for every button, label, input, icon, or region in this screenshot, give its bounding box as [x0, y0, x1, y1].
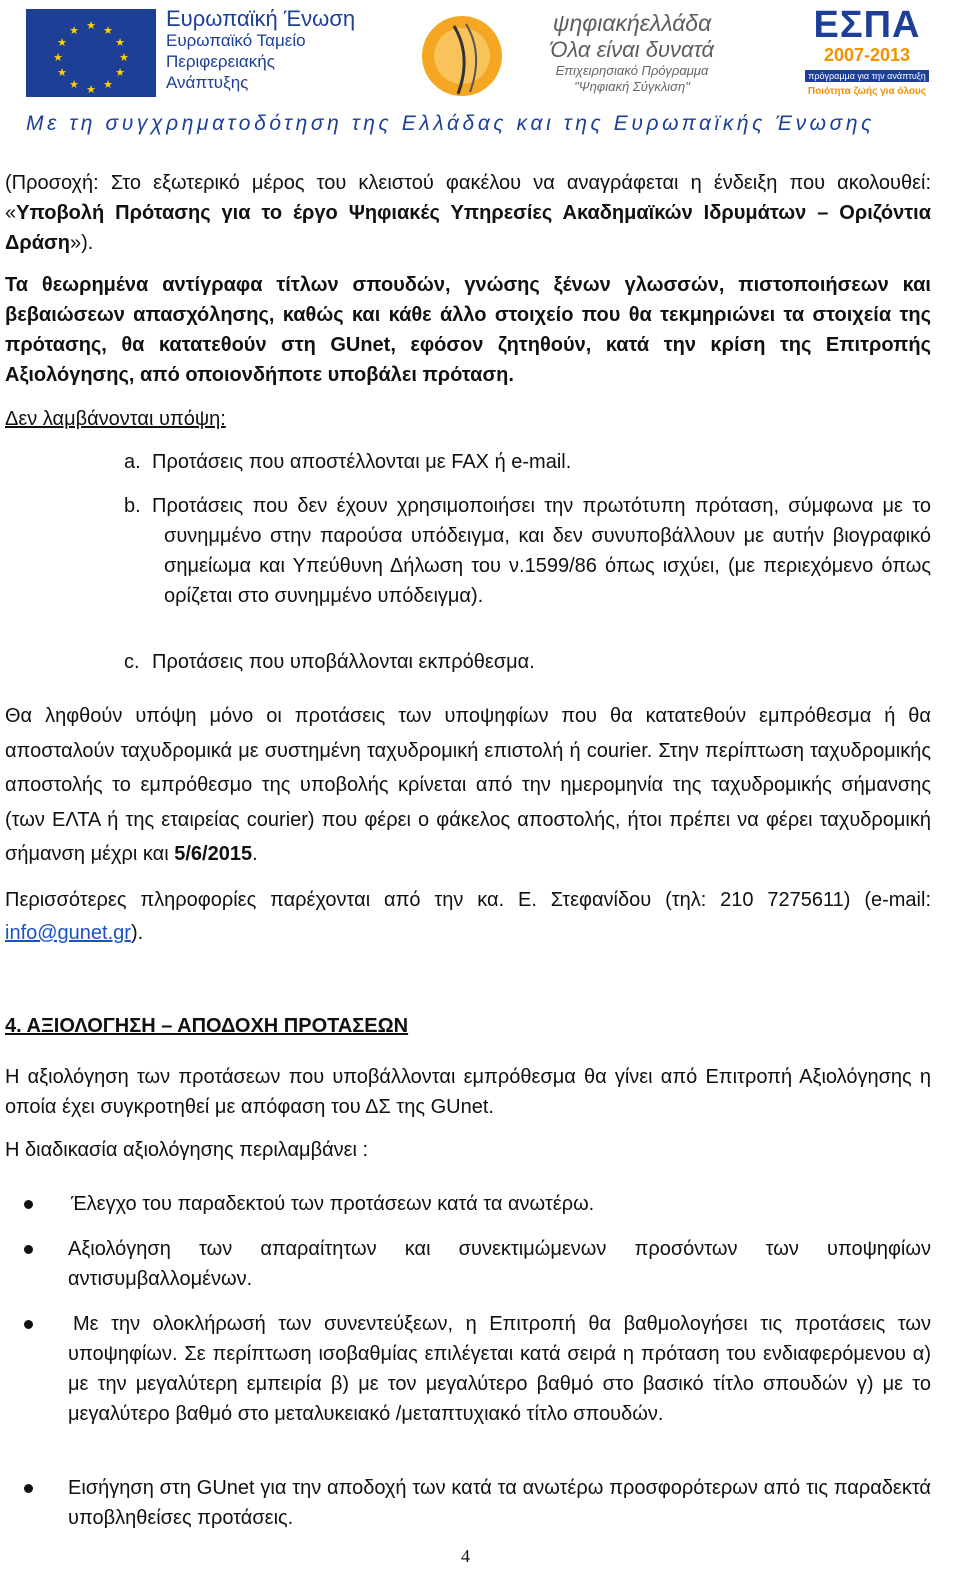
svg-text:★: ★ — [57, 67, 67, 79]
info-end: ). — [130, 922, 144, 944]
svg-text:★: ★ — [53, 52, 63, 64]
note-end: »). — [69, 232, 94, 254]
eu-flag-icon — [26, 9, 156, 97]
bullet-item-1: Έλεγχο του παραδεκτού των προτάσεων κατά τα ανωτέρω. — [71, 1193, 595, 1215]
bullet-item-3 — [68, 1309, 931, 1429]
svg-text:★: ★ — [103, 79, 113, 91]
bullet-item-4: Εισήγηση στη GUnet για την αποδοχή των κατά τα ανωτέρω προσφορότερων από τις παραδεκτά υποβληθείσες προτάσεις. — [68, 1477, 931, 1529]
envelope-note — [5, 168, 931, 258]
svg-text:★: ★ — [69, 25, 79, 37]
note-text: (Προσοχή: Στο εξωτερικό μέρος του κλειστού φακέλου να αναγράφεται η ένδειξη που ακολουθεί: « — [5, 172, 931, 224]
svg-text:★: ★ — [69, 79, 79, 91]
svg-text:★: ★ — [103, 25, 113, 37]
svg-text:★: ★ — [86, 84, 96, 96]
digital-greece-text — [512, 10, 752, 95]
header-banner — [0, 0, 960, 148]
list-marker-c: c. — [124, 651, 140, 673]
copies-paragraph: Τα θεωρημένα αντίγραφα τίτλων σπουδών, γνώσης ξένων γλωσσών, πιστοποιήσεων και βεβαιώσεων απασχόλησης, καθώς και κάθε άλλο στοιχείο που θα τεκμηριώνει τα στοιχεία της πρότασης, θα κατατεθούν στη GUnet, εφόσον ζητηθούν, κατά την κρίση της Επιτροπής Αξιολόγησης, από οποιονδήποτε υποβάλει πρόταση. — [5, 274, 931, 386]
not-considered-heading: Δεν λαμβάνονται υπόψη: — [5, 408, 226, 430]
eu-text-block — [166, 8, 355, 93]
list-item-a: Προτάσεις που αποστέλλονται με FAX ή e-mail. — [152, 451, 572, 473]
eu-fund-line3: Ανάπτυξης — [166, 73, 249, 92]
section4-intro: Η αξιολόγηση των προτάσεων που υποβάλλονται εμπρόθεσμα θα γίνει από Επιτροπή Αξιολόγησης η οποία έχει συγκροτηθεί με απόφαση του ΔΣ της GUnet. — [5, 1066, 931, 1118]
bullet-item-2: Αξιολόγηση των απαραίτητων και συνεκτιμώμενων προσόντων των υποψηφίων αντισυμβαλλομένων. — [68, 1238, 931, 1290]
bullet-icon — [24, 1245, 33, 1254]
email-link[interactable]: info@gunet.gr — [5, 922, 131, 944]
deadline-end: . — [252, 843, 258, 866]
espa-title: ΕΣΠΑ — [813, 4, 921, 46]
info-paragraph — [5, 884, 931, 950]
dg-program-line2: "Ψηφιακή Σύγκλιση" — [574, 79, 690, 94]
list-item-c: Προτάσεις που υποβάλλονται εκπρόθεσμα. — [152, 651, 535, 673]
list-marker-a: a. — [124, 451, 141, 473]
dg-slogan: Όλα είναι δυνατά — [549, 37, 715, 62]
espa-quality: Ποιότητα ζωής για όλους — [807, 86, 927, 97]
deadline-text: Θα ληφθούν υπόψη μόνο οι προτάσεις των υποψηφίων που θα κατατεθούν εμπρόθεσμα ή θα αποσταλούν ταχυδρομικά με συστημένη ταχυδρομική επιστολή ή courier. Στην περίπτωση ταχυδρομικής αποστολής το εμπρόθεσμο της υποβολής κρίνεται από την ημερομηνία της ταχυδρομικής σήμανσης (των ΕΛΤΑ ή της εταιρείας courier) που φέρει ο φάκελος αποστολής, ήτοι πρέπει να φέρει ταχυδρομική σήμανση μέχρι και — [5, 705, 931, 866]
bullet-icon — [24, 1320, 33, 1329]
dg-program-line1: Επιχειρησιακό Πρόγραμμα — [555, 63, 709, 78]
eu-fund-line1: Ευρωπαϊκό Ταμείο — [166, 31, 306, 50]
cofunding-line: Με τη συγχρηματοδότηση της Ελλάδας και της Ευρωπαϊκής Ένωσης — [26, 112, 875, 135]
svg-text:★: ★ — [115, 67, 125, 79]
process-heading: Η διαδικασία αξιολόγησης περιλαμβάνει : — [5, 1139, 369, 1161]
svg-text:★: ★ — [115, 37, 125, 49]
eu-title: Ευρωπαϊκή Ένωση — [166, 6, 356, 31]
page-number: 4 — [461, 1546, 470, 1566]
deadline-paragraph — [5, 699, 931, 872]
espa-years: 2007-2013 — [823, 45, 911, 65]
bullet-icon — [24, 1484, 33, 1493]
list-marker-b: b. — [124, 495, 141, 517]
deadline-date: 5/6/2015 — [174, 843, 253, 866]
digital-greece-logo-icon — [414, 6, 510, 102]
list-item-b-text: Προτάσεις που δεν έχουν χρησιμοποιήσει την πρωτότυπη πρόταση, σύμφωνα με το συνημμένο στην παρούσα υπόδειγμα, και δεν συνυποβάλλουν με αυτήν βιογραφικό σημείωμα και Υπεύθυνη Δήλωση του ν.1599/86 όπως ισχύει, (με περιεχόμενο όπως ορίζεται στο συνημμένο υπόδειγμα). — [152, 495, 931, 607]
section4-title: 4. ΑΞΙΟΛΟΓΗΣΗ – ΑΠΟΔΟΧΗ ΠΡΟΤΑΣΕΩΝ — [5, 1015, 409, 1037]
svg-text:★: ★ — [119, 52, 129, 64]
bullet-icon — [24, 1200, 33, 1209]
eu-fund-line2: Περιφερειακής — [166, 52, 275, 71]
bullet-item-3-text: Με την ολοκλήρωσή των συνεντεύξεων, η Επιτροπή θα βαθμολογήσει τις προτάσεις των υποψηφίων. Σε περίπτωση ισοβαθμίας επιλέγεται κατά σειρά η πρόταση του ενδιαφερόμενου α) με την μεγαλύτερη εμπειρία β) με τον μεγαλύτερο βαθμό στο βασικό τίτλο σπουδών γ) με το μεγαλύτερο βαθμό στο μεταλυκειακό /μεταπτυχιακό τίτλο σπουδών. — [68, 1313, 931, 1425]
info-text: Περισσότερες πληροφορίες παρέχονται από την κα. Ε. Στεφανίδου (τηλ: 210 7275611) (e-mail: — [5, 889, 931, 911]
espa-tagline: πρόγραμμα για την ανάπτυξη — [805, 70, 929, 82]
svg-text:★: ★ — [57, 37, 67, 49]
note-bold-title: Υποβολή Πρότασης για το έργο Ψηφιακές Υπηρεσίες Ακαδημαϊκών Ιδρυμάτων – Οριζόντια Δράση — [5, 202, 931, 254]
svg-text:★: ★ — [86, 20, 96, 32]
list-item-b — [152, 491, 931, 611]
espa-logo — [792, 6, 942, 102]
dg-title: ψηφιακήελλάδα — [552, 10, 712, 36]
